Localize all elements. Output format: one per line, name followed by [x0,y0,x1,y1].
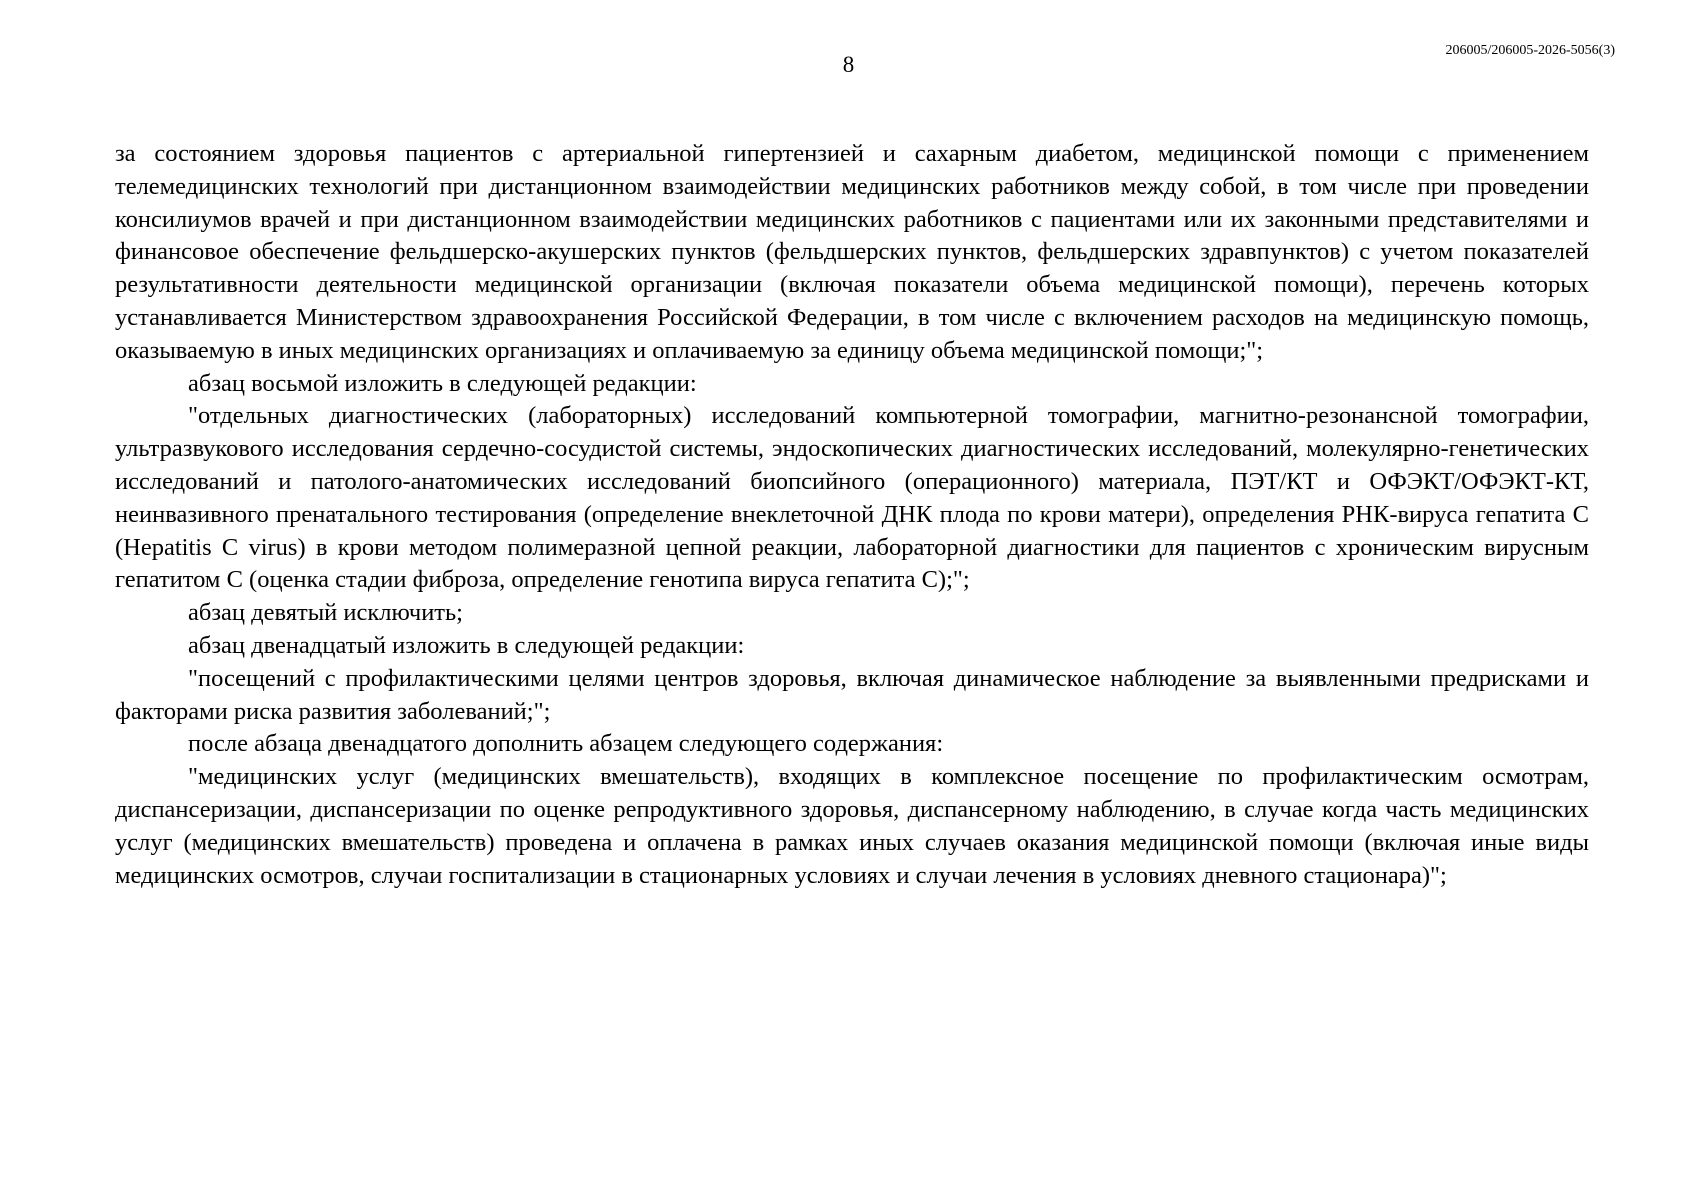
paragraph-amendment-8: абзац восьмой изложить в следующей редакции: [188,369,697,397]
paragraph-continuation: за состоянием здоровья пациентов с артериальной гипертензией и сахарным диабетом, медицинской помощи с применением телемедицинских технологий при дистанционном взаимодействии медицинских работников между собой, в том числе при проведении консилиумов врачей и при дистанционном взаимодействии медицинских работников с пациентами или их законными представителями и финансовое обеспечение фельдшерско-акушерских пунктов (фельдшерских пунктов, фельдшерских здравпунктов) с учетом показателей результативности деятельности медицинской организации (включая показатели объема медицинской помощи), перечень которых устанавливается Министерством здравоохранения Российской Федерации, в том числе с включением расходов на медицинскую помощь, оказываемую в иных медицинских организациях и оплачиваемую за единицу объема медицинской помощи;"; [115,140,1589,364]
paragraph-new-text-12: "посещений с профилактическими целями центров здоровья, включая динамическое наблюдение за выявленными предрисками и факторами риска развития заболеваний;"; [115,664,1589,725]
page-number: 8 [842,52,855,77]
paragraph-addition-after-12: после абзаца двенадцатого дополнить абзацем следующего содержания: [188,730,944,758]
paragraph-amendment-12: абзац двенадцатый изложить в следующей редакции: [188,631,745,659]
paragraph-new-text-8: "отдельных диагностических (лабораторных) исследований компьютерной томографии, магнитно-резонансной томографии, ультразвукового исследования сердечно-сосудистой системы, эндоскопических диагностических исследований, молекулярно-генетических исследований и патолого-анатомических исследований биопсийного (операционного) материала, ПЭТ/КТ и ОФЭКТ/ОФЭКТ-КТ, неинвазивного пренатального тестирования (определение внеклеточной ДНК плода по крови матери), определения РНК-вируса гепатита С (Hepatitis C virus) в крови методом полимеразной цепной реакции, лабораторной диагностики для пациентов с хроническим вирусным гепатитом С (оценка стадии фиброза, определение генотипа вируса гепатита С);"; [115,402,1589,594]
paragraph-amendment-9: абзац девятый исключить; [188,599,463,627]
paragraph-new-text-added: "медицинских услуг (медицинских вмешательств), входящих в комплексное посещение по профилактическим осмотрам, диспансеризации, диспансеризации по оценке репродуктивного здоровья, диспансерному наблюдению, в случае когда часть медицинских услуг (медицинских вмешательств) проведена и оплачена в рамках иных случаев оказания медицинской помощи (включая иные виды медицинских осмотров, случаи госпитализации в стационарных условиях и случаи лечения в условиях дневного стационара)"; [115,763,1589,889]
document-body [115,138,1589,892]
document-id: 206005/206005-2026-5056(3) [1445,43,1615,58]
